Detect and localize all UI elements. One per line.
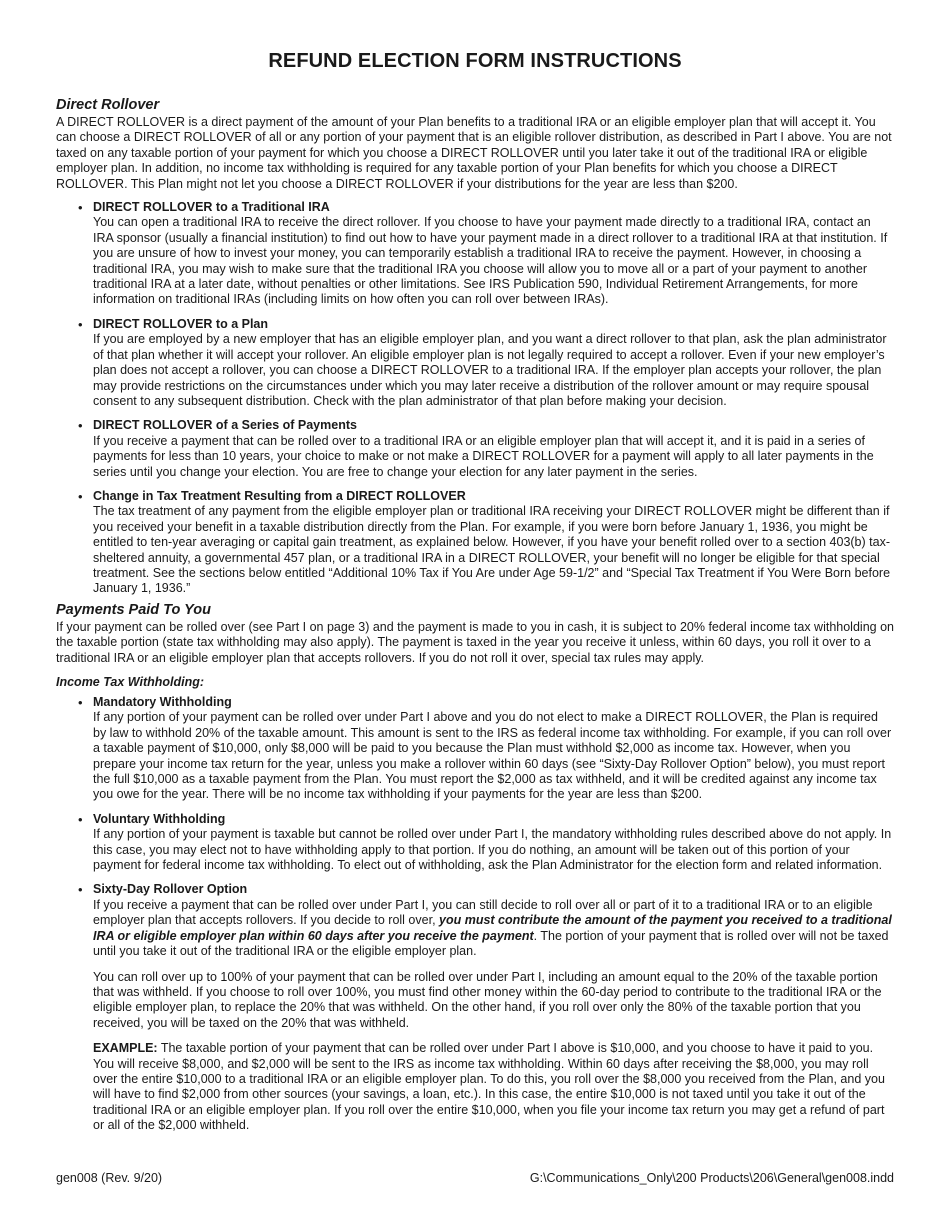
bullet-body-start: If you receive a payment that can be rolled over under Part I, you can still decide to roll over all or part of it to a traditional IRA or to an eligible employer plan that accepts rollovers. If you decide to roll over, bbox=[93, 897, 873, 928]
list-item bbox=[93, 489, 894, 597]
payments-paid-heading: Payments Paid To You bbox=[56, 601, 211, 618]
income-tax-withholding-heading: Income Tax Withholding: bbox=[56, 675, 205, 689]
example-label: EXAMPLE: bbox=[93, 1041, 158, 1056]
list-item bbox=[93, 882, 894, 1133]
direct-rollover-heading: Direct Rollover bbox=[56, 97, 160, 113]
bullet-title: • Voluntary Withholding bbox=[93, 811, 226, 826]
form-id: gen008 (Rev. 9/20) bbox=[56, 1171, 163, 1185]
bullet-title: • DIRECT ROLLOVER to a Plan bbox=[93, 316, 269, 331]
list-item bbox=[93, 200, 894, 308]
bullet-title: • Sixty-Day Rollover Option bbox=[93, 882, 248, 897]
list-item bbox=[93, 695, 894, 803]
payments-paid-intro: If your payment can be rolled over (see Part I on page 3) and the payment is made to you in cash, it is subject to 20% federal income tax withholding on the taxable portion (state tax withholding may also apply). The payment is taxed in the year you receive it unless, within 60 days, you roll it over to a traditional IRA or an eligible employer plan that accepts rollovers. If you do not roll it over, special tax rules may apply. bbox=[56, 619, 894, 665]
bullet-body: If any portion of your payment can be rolled over under Part I above and you do not elect to make a DIRECT ROLLOVER, the Plan is required by law to withhold 20% of the taxable amount. This amount is sent to the IRS as federal income tax withholding. For example, if you can roll over a taxable payment of $10,000, only $8,000 will be paid to you because the Plan must withhold $2,000 as income tax. However, when you prepare your income tax return for the year, unless you make a rollover within 60 days (see “Sixty-Day Rollover Option” below), you must report the full $10,000 as a taxable payment from the Plan. You must report the $2,000 as tax withheld, and it will be credited against any income tax you owe for the year. There will be no income tax withholding if your payments for the year are less than $200. bbox=[93, 710, 892, 802]
list-item bbox=[93, 317, 894, 409]
bullet-title: • Change in Tax Treatment Resulting from a DIRECT ROLLOVER bbox=[93, 488, 466, 503]
file-path: G:\Communications_Only\200 Products\206\General\gen008.indd bbox=[529, 1171, 894, 1185]
example-body: The taxable portion of your payment that can be rolled over under Part I above is $10,000, and you choose to have it paid to you. You will receive $8,000, and $2,000 will be sent to the IRS as income tax withholding. Within 60 days after receiving the $8,000, you may roll over the entire $10,000 to a traditional IRA or an eligible employer plan. To do this, you roll over the $8,000 you received from the Plan, and you will have to find $2,000 from other sources (your savings, a loan, etc.). In this case, the entire $10,000 is not taxed until you take it out of the traditional IRA or an eligible employer plan. If you roll over the entire $10,000, when you file your income tax return you may get a refund of part or all of the $2,000 withheld. bbox=[93, 1041, 885, 1133]
direct-rollover-section bbox=[56, 97, 894, 597]
sixty-day-paragraph-2: You can roll over up to 100% of your payment that can be rolled over under Part I, including an amount equal to the 20% of the taxable portion that was withheld. If you choose to roll over 100%, you must find other money within the 60-day period to contribute to the traditional IRA or the eligible employer plan, to replace the 20% that was withheld. On the other hand, if you roll over only the 80% of the taxable portion that you received, you will be taxed on the 20% that was withheld. bbox=[93, 969, 882, 1030]
bullet-body: If you receive a payment that can be rolled over to a traditional IRA or an eligible employer plan that will accept it, and it is paid in a series of payments for less than 10 years, your choice to make or not make a DIRECT ROLLOVER for a payment will apply to all later payments in the series until you change your election. You are free to change your election for any later payment in the series. bbox=[93, 433, 874, 479]
bullet-body-end: . The portion of your payment that is rolled over will not be taxed until you take it out of the traditional IRA or the eligible employer plan. bbox=[93, 928, 889, 959]
page-title: REFUND ELECTION FORM INSTRUCTIONS bbox=[268, 50, 682, 72]
bullet-body bbox=[93, 898, 892, 958]
direct-rollover-intro: A DIRECT ROLLOVER is a direct payment of the amount of your Plan benefits to a traditional IRA or an eligible employer plan that will accept it. You can choose a DIRECT ROLLOVER of all or any portion of your payment that is an eligible rollover distribution, as described in Part I above. You are not taxed on any taxable portion of your payment for which you choose a DIRECT ROLLOVER until you later take it out of the traditional IRA or eligible employer plan. In addition, no income tax withholding is required for any taxable portion of your Plan benefits for which you choose a DIRECT ROLLOVER. This Plan might not let you choose a DIRECT ROLLOVER if your distributions for the year are less than $200. bbox=[56, 115, 892, 191]
list-item bbox=[93, 418, 894, 480]
page-footer bbox=[56, 1171, 894, 1185]
bullet-body: You can open a traditional IRA to receive the direct rollover. If you choose to have your payment made directly to a traditional IRA, contact an IRA sponsor (usually a financial institution) to find out how to have your payment made in a direct rollover to a traditional IRA at that institution. If you are unsure of how to invest your money, you can temporarily establish a traditional IRA to receive the payment. However, in choosing a traditional IRA, you may wish to make sure that the traditional IRA you choose will allow you to move all or a part of your payment to another traditional IRA at a later date, without penalties or other limitations. See IRS Publication 590, Individual Retirement Arrangements, for more information on traditional IRAs (including limits on how often you can roll over between IRAs). bbox=[93, 215, 888, 307]
bullet-body-emphasis: you must contribute the amount of the payment you received to a traditional IRA or eligible employer plan within 60 days after you receive the payment bbox=[93, 913, 892, 943]
payments-paid-section bbox=[56, 602, 894, 1134]
bullet-body: The tax treatment of any payment from the eligible employer plan or traditional IRA receiving your DIRECT ROLLOVER might be different than if you received your benefit in a taxable distribution directly from the Plan. For example, if you were born before January 1, 1936, you might be entitled to ten-year averaging or capital gain treatment, as explained below. However, if you have your benefit rolled over to a section 403(b) tax-sheltered annuity, a governmental 457 plan, or a traditional IRA in a DIRECT ROLLOVER, your benefit will no longer be eligible for that special treatment. See the sections below entitled “Additional 10% Tax if You Are under Age 59-1/2” and “Special Tax Treatment if You Were Born before January 1, 1936.” bbox=[93, 504, 891, 596]
example-paragraph bbox=[93, 1041, 894, 1133]
bullet-body: If you are employed by a new employer that has an eligible employer plan, and you want a direct rollover to that plan, ask the plan administrator of that plan whether it will accept your rollover. An eligible employer plan is not legally required to accept a rollover. Even if your new employer’s plan does not accept a rollover, you can choose a DIRECT ROLLOVER to a traditional IRA. If the employer plan accepts your rollover, the plan may provide restrictions on the circumstances under which you may later receive a distribution of the rollover amount or may require spousal consent to any subsequent distribution. Check with the plan administrator of that plan before making your decision. bbox=[93, 332, 887, 408]
list-item bbox=[93, 812, 894, 874]
bullet-title: • DIRECT ROLLOVER of a Series of Payments bbox=[93, 418, 357, 433]
withholding-list bbox=[56, 695, 894, 1134]
bullet-body: If any portion of your payment is taxable but cannot be rolled over under Part I, the mandatory withholding rules described above do not apply. In this case, you may elect not to have withholding apply to that portion. If you do nothing, an amount will be taken out of this portion of your payment for federal income tax withholding. To elect out of withholding, ask the Plan Administrator for the election form and related information. bbox=[93, 827, 892, 873]
direct-rollover-list bbox=[56, 200, 894, 597]
bullet-title: • Mandatory Withholding bbox=[93, 695, 232, 709]
bullet-title: • DIRECT ROLLOVER to a Traditional IRA bbox=[93, 200, 330, 215]
